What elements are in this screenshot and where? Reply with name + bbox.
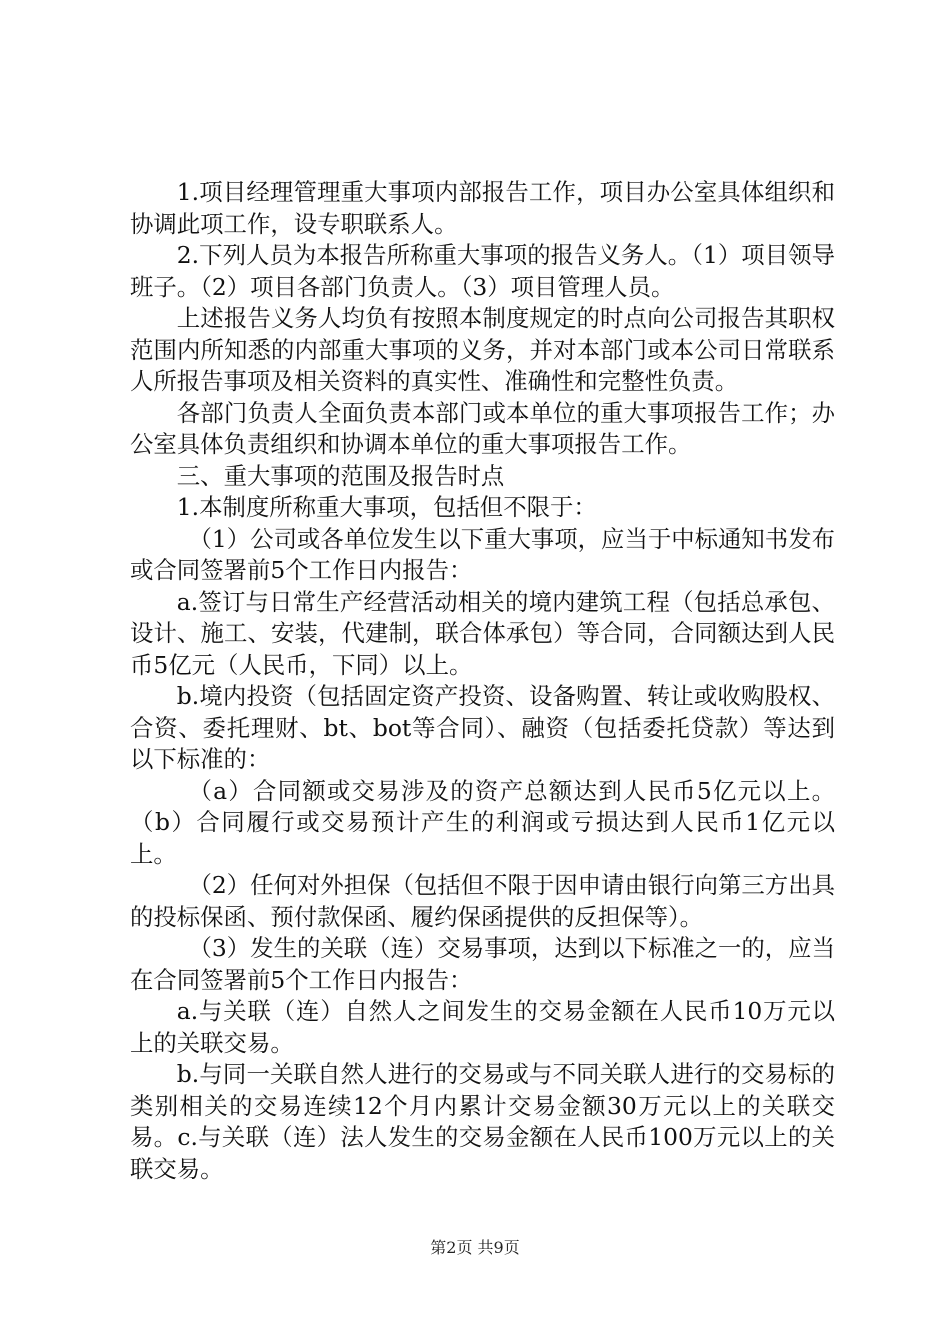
paragraph-project-manager: 1.项目经理管理重大事项内部报告工作，项目办公室具体组织和协调此项工作，设专职联系人。 <box>130 178 835 238</box>
section-heading-scope: 三、重大事项的范围及报告时点 <box>176 461 505 490</box>
paragraph-item-1b: b.境内投资（包括固定资产投资、设备购置、转让或收购股权、合资、委托理财、bt、bot等合同）、融资（包括委托贷款）等达到以下标准的： <box>130 682 835 773</box>
paragraph-department-heads: 各部门负责人全面负责本部门或本单位的重大事项报告工作；办公室具体负责组织和协调本单位的重大事项报告工作。 <box>130 398 835 458</box>
page-indicator: 第2页 共9页 <box>430 1238 520 1257</box>
paragraph-item-1a: a.签订与日常生产经营活动相关的境内建筑工程（包括总承包、设计、施工、安装，代建制，联合体承包）等合同，合同额达到人民币5亿元（人民币，下同）以上。 <box>130 587 835 679</box>
paragraph-item-3a: a.与关联（连）自然人之间发生的交易金额在人民币10万元以上的关联交易。 <box>130 997 835 1057</box>
paragraph-definition: 1.本制度所称重大事项，包括但不限于： <box>176 493 597 521</box>
paragraph-item-3b: b.与同一关联自然人进行的交易或与不同关联人进行的交易标的类别相关的交易连续12个月内累计交易金额30万元以上的关联交易。c.与关联（连）法人发生的交易金额在人民币100万元以上的关联交易。 <box>130 1060 835 1183</box>
paragraph-item-3: （3）发生的关联（连）交易事项，达到以下标准之一的，应当在合同签署前5个工作日内报告： <box>130 934 835 994</box>
document-body <box>130 177 835 1185</box>
paragraph-item-2: （2）任何对外担保（包括但不限于因申请由银行向第三方出具的投标保函、预付款保函、履约保函提供的反担保等）。 <box>130 871 835 931</box>
paragraph-item-1: （1）公司或各单位发生以下重大事项，应当于中标通知书发布或合同签署前5个工作日内报告： <box>130 524 835 584</box>
paragraph-reporting-obligors: 2.下列人员为本报告所称重大事项的报告义务人。（1）项目领导班子。（2）项目各部门负责人。（3）项目管理人员。 <box>130 241 835 301</box>
paragraph-item-1b-criteria: （a）合同额或交易涉及的资产总额达到人民币5亿元以上。（b）合同履行或交易预计产生的利润或亏损达到人民币1亿元以上。 <box>130 776 835 868</box>
paragraph-obligor-duties: 上述报告义务人均负有按照本制度规定的时点向公司报告其职权范围内所知悉的内部重大事项的义务，并对本部门或本公司日常联系人所报告事项及相关资料的真实性、准确性和完整性负责。 <box>130 304 835 395</box>
